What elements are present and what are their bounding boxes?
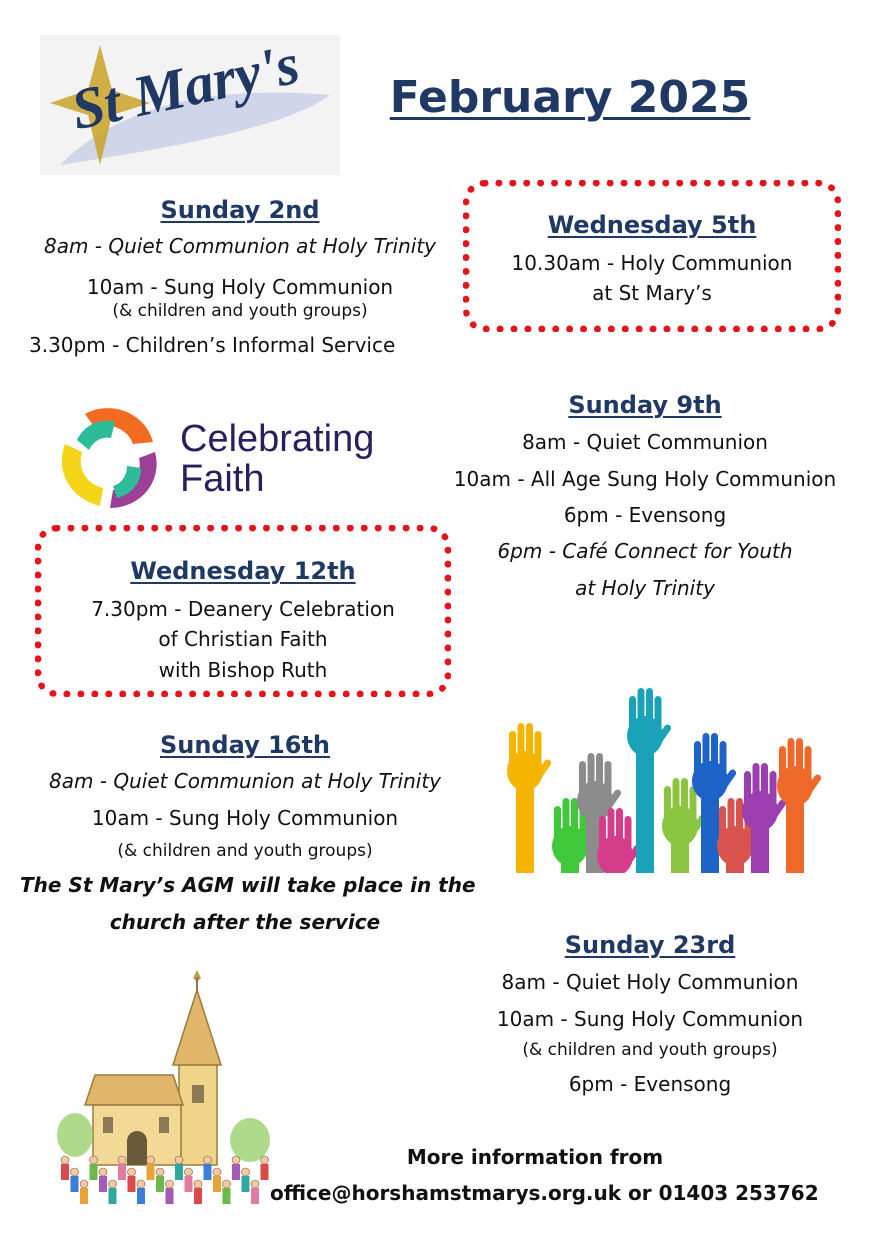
hand-icon [507,723,552,873]
sunday-16-heading: Sunday 16th [159,731,331,759]
raised-hands-illustration [495,683,835,873]
wednesday-5-line-2: at St Mary’s [592,281,712,305]
sunday-9-line-4: 6pm - Café Connect for Youth [497,539,793,563]
footer-contact: office@horshamstmarys.org.uk or 01403 253762 [270,1181,819,1205]
sunday-9-heading: Sunday 9th [568,391,722,419]
sunday-9-line-5: at Holy Trinity [575,576,715,600]
sunday-16-line-3: (& children and youth groups) [117,841,373,861]
sunday-23-line-4: 6pm - Evensong [568,1072,732,1096]
sunday-16-line-2: 10am - Sung Holy Communion [91,806,399,830]
wednesday-12-line-1: 7.30pm - Deanery Celebration [91,597,395,621]
wednesday-12-line-3: with Bishop Ruth [158,658,328,682]
celebrating-faith-line-1: Celebrating [180,418,375,460]
footer [270,1144,819,1206]
sunday-2-line-2: 10am - Sung Holy Communion [86,275,394,299]
footer-line-1: More information from [406,1145,664,1169]
wednesday-12-heading: Wednesday 12th [130,557,356,585]
sunday-9-section [440,390,850,601]
sunday-16-agm-line-1: The St Mary’s AGM will take place in the [20,873,476,897]
wednesday-12-line-2: of Christian Faith [158,627,328,651]
sunday-9-line-1: 8am - Quiet Communion [522,430,768,454]
wednesday-5-section [463,210,841,306]
sunday-9-line-3: 6pm - Evensong [563,503,727,527]
sunday-2-section [20,195,460,358]
wednesday-5-heading: Wednesday 5th [547,211,757,239]
hand-icon [597,808,642,873]
sunday-16-agm-line-2: church after the service [109,910,381,934]
celebrating-faith-emblem-icon [55,402,165,512]
logo-wordmark: St Mary's [65,30,305,143]
sunday-23-section [450,930,850,1097]
sunday-23-heading: Sunday 23rd [564,931,736,959]
sunday-23-line-1: 8am - Quiet Holy Communion [501,970,799,994]
st-marys-logo [40,30,340,175]
sunday-23-line-3: (& children and youth groups) [522,1040,778,1060]
church-with-crowd-illustration [55,965,280,1210]
sunday-16-line-1: 8am - Quiet Communion at Holy Trinity [48,769,442,793]
sunday-2-line-4: 3.30pm - Children’s Informal Service [29,333,396,357]
hand-icon [627,688,672,873]
celebrating-faith-logo [55,402,395,512]
wednesday-5-line-1: 10.30am - Holy Communion [511,251,793,275]
page-title: February 2025 [389,72,751,123]
wednesday-12-section [35,556,451,683]
sunday-2-heading: Sunday 2nd [160,196,320,224]
sunday-2-line-1: 8am - Quiet Communion at Holy Trinity [43,234,437,258]
sunday-23-line-2: 10am - Sung Holy Communion [496,1007,804,1031]
sunday-2-line-3: (& children and youth groups) [112,301,368,321]
celebrating-faith-line-2: Faith [180,458,265,500]
sunday-9-line-2: 10am - All Age Sung Holy Communion [453,467,837,491]
sunday-16-section [20,730,476,935]
